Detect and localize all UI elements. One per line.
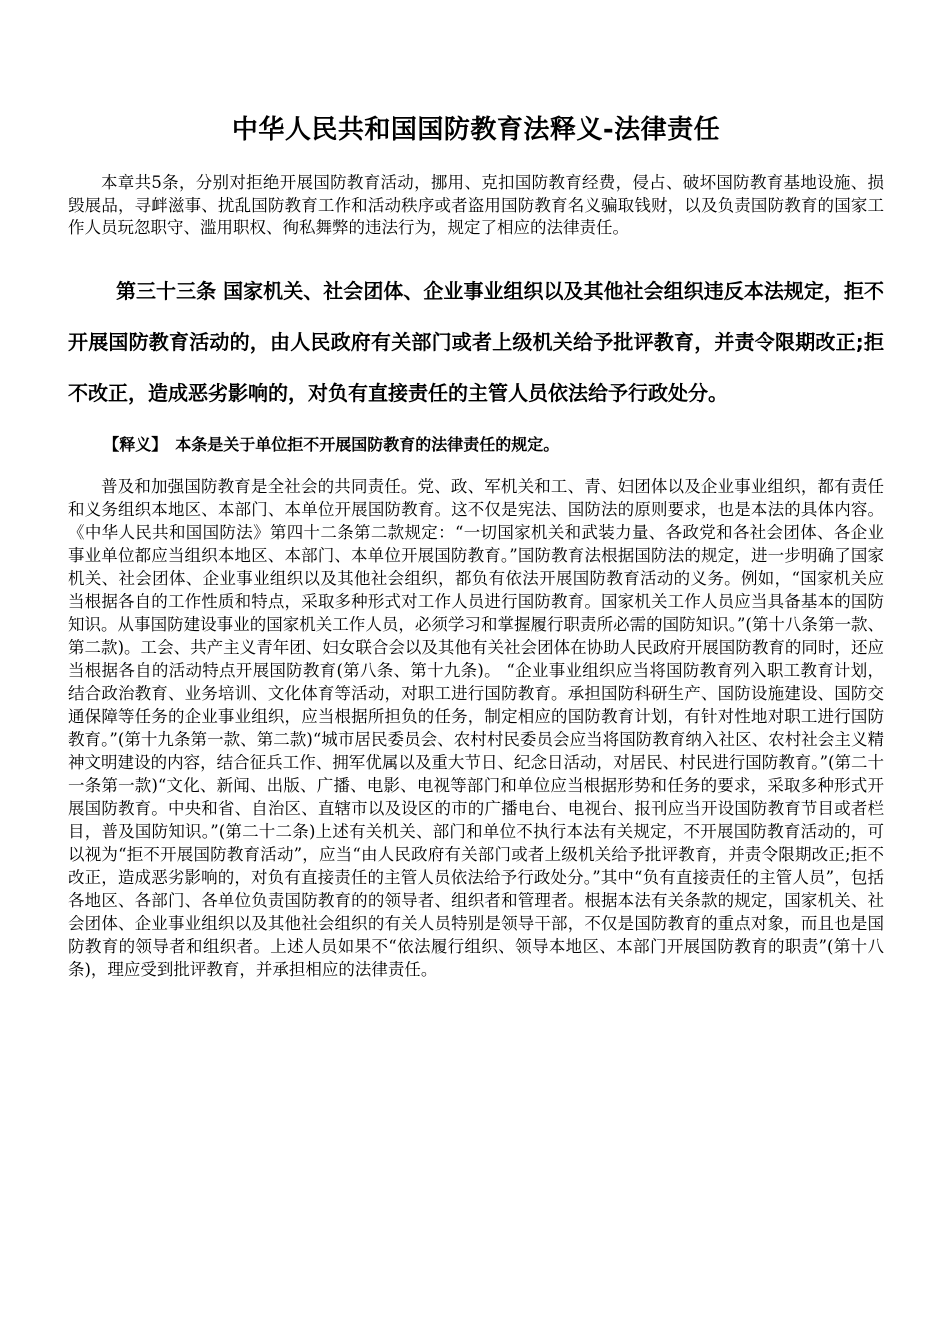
page-title: 中华人民共和国国防教育法释义-法律责任 bbox=[231, 115, 721, 145]
explanation-tag: 【释义】 bbox=[103, 434, 168, 454]
explanation-heading bbox=[68, 433, 884, 457]
article-33-text: 第三十三条 国家机关、社会团体、企业事业组织以及其他社会组织违反本法规定，拒不开展国防教育活动的，由人民政府有关部门或者上级机关给予批评教育，并责令限期改正;拒不改正，造成恶劣影响的，对负有直接责任的主管人员依法给予行政处分。 bbox=[68, 278, 884, 405]
chapter-intro-paragraph: 本章共5条，分别对拒绝开展国防教育活动，挪用、克扣国防教育经费，侵占、破坏国防教育基地设施、损毁展品，寻衅滋事、扰乱国防教育工作和活动秩序或者盗用国防教育名义骗取钱财，以及负责国防教育的国家工作人员玩忽职守、滥用职权、徇私舞弊的违法行为，规定了相应的法律责任。 bbox=[68, 173, 884, 237]
document-page bbox=[68, 102, 884, 981]
explanation-body-paragraph: 普及和加强国防教育是全社会的共同责任。党、政、军机关和工、青、妇团体以及企业事业组织，都有责任和义务组织本地区、本部门、本单位开展国防教育。这不仅是宪法、国防法的原则要求，也是本法的具体内容。《中华人民共和国国防法》第四十二条第二款规定：“一切国家机关和武装力量、各政党和各社会团体、各企业事业单位都应当组织本地区、本部门、本单位开展国防教育。”国防教育法根据国防法的规定，进一步明确了国家机关、社会团体、企业事业组织以及其他社会组织，都负有依法开展国防教育活动的义务。例如，“国家机关应当根据各自的工作性质和特点，采取多种形式对工作人员进行国防教育。国家机关工作人员应当具备基本的国防知识。从事国防建设事业的国家机关工作人员，必须学习和掌握履行职责所必需的国防知识。”(第十八条第一款、第二款)。工会、共产主义青年团、妇女联合会以及其他有关社会团体在协助人民政府开展国防教育的同时，还应当根据各自的活动特点开展国防教育(第八条、第十九条)。 “企业事业组织应当将国防教育列入职工教育计划，结合政治教育、业务培训、文化体育等活动，对职工进行国防教育。承担国防科研生产、国防设施建设、国防交通保障等任务的企业事业组织，应当根据所担负的任务，制定相应的国防教育计划，有针对性地对职工进行国防教育。”(第十九条第一款、第二款)“城市居民委员会、农村村民委员会应当将国防教育纳入社区、农村社会主义精神文明建设的内容，结合征兵工作、拥军优属以及重大节日、纪念日活动，对居民、村民进行国防教育。”(第二十一条第一款)“文化、新闻、出版、广播、电影、电视等部门和单位应当根据形势和任务的要求，采取多种形式开展国防教育。中央和省、自治区、直辖市以及设区的市的广播电台、电视台、报刊应当开设国防教育节目或者栏目，普及国防知识。”(第二十二条)上述有关机关、部门和单位不执行本法有关规定，不开展国防教育活动的，可以视为“拒不开展国防教育活动”，应当“由人民政府有关部门或者上级机关给予批评教育，并责令限期改正;拒不改正，造成恶劣影响的，对负有直接责任的主管人员依法给予行政处分。”其中“负有直接责任的主管人员”，包括各地区、各部门、各单位负责国防教育的的领导者、组织者和管理者。根据本法有关条款的规定，国家机关、社会团体、企业事业组织以及其他社会组织的有关人员特别是领导干部，不仅是国防教育的重点对象，而且也是国防教育的领导者和组织者。上述人员如果不“依法履行组织、领导本地区、本部门开展国防教育的职责”(第十八条)，理应受到批评教育，并承担相应的法律责任。 bbox=[68, 476, 884, 979]
explanation-summary: 本条是关于单位拒不开展国防教育的法律责任的规定。 bbox=[175, 434, 560, 454]
